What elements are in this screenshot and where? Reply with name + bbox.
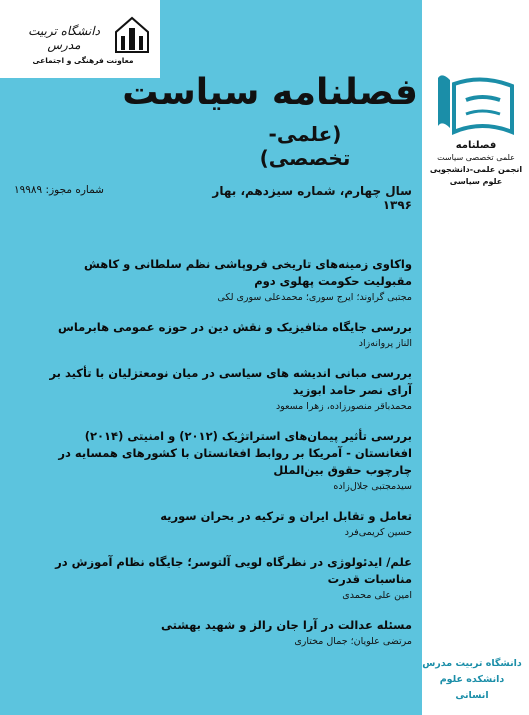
article-title: مسئله عدالت در آرا جان رالز و شهید بهشتی bbox=[161, 618, 412, 632]
university-deputy: معاونت فرهنگی و اجتماعی bbox=[32, 56, 134, 65]
university-block bbox=[0, 0, 160, 78]
journal-logo-icon bbox=[432, 70, 518, 142]
issue-info: سال چهارم، شماره سیزدهم، بهار ۱۳۹۶ bbox=[212, 184, 412, 212]
journal-subtitle: (علمی-تخصصی) bbox=[259, 122, 351, 170]
article-item bbox=[40, 554, 412, 603]
article-item bbox=[40, 508, 412, 540]
article-item bbox=[40, 428, 412, 494]
journal-caption-association: انجمن علمی-دانشجویی علوم سیاسی bbox=[429, 165, 523, 186]
article-title: علم/ ایدئولوژی در نظرگاه لویی آلتوسر؛ جایگاه نظام آموزش در مناسبات قدرت bbox=[55, 555, 412, 586]
article-title: واکاوی زمینه‌های تاریخی فروپاشی نظم سلطانی و کاهش مقبولیت حکومت پهلوی دوم bbox=[83, 257, 412, 288]
article-authors: امین علی محمدی bbox=[342, 590, 412, 601]
article-authors: الناز پروانه‌زاد bbox=[358, 338, 412, 349]
article-authors: سیدمجتبی جلال‌زاده bbox=[333, 481, 412, 492]
university-logo-icon bbox=[112, 14, 152, 54]
article-authors: حسین کریمی‌فرد bbox=[344, 527, 412, 538]
article-authors: مجتبی گراوند؛ ایرج سوری؛ محمدعلی سوری لکی bbox=[217, 292, 412, 303]
article-title: تعامل و تقابل ایران و ترکیه در بحران سوریه bbox=[160, 509, 412, 523]
article-authors: مرتضی علویان؛ جمال مختاری bbox=[294, 636, 412, 647]
article-authors: محمدباقر منصورزاده، زهرا مسعود bbox=[275, 401, 412, 412]
publisher-university: دانشگاه تربیت مدرس bbox=[422, 658, 522, 669]
article-item bbox=[40, 617, 412, 649]
article-title: بررسی جایگاه متافیزیک و نقش دین در حوزه عمومی هابرماس bbox=[58, 320, 412, 334]
article-item bbox=[40, 319, 412, 351]
journal-title: فصلنامه سیاست bbox=[122, 72, 418, 113]
article-title: بررسی تأثیر پیمان‌های استراتژیک (۲۰۱۲) و امنیتی (۲۰۱۴) افغانستان - آمریکا بر روابط افغانستان با کشورهای همسایه در چارچوب حقوق بین‌الملل bbox=[58, 429, 412, 477]
table-of-contents bbox=[40, 256, 412, 663]
university-name: دانشگاه تربیت مدرس bbox=[28, 24, 100, 52]
article-item bbox=[40, 256, 412, 305]
article-item bbox=[40, 365, 412, 414]
journal-caption bbox=[426, 140, 526, 188]
article-title: بررسی مبانی اندیشه های سیاسی در میان نومعتزلیان با تأکید بر آرای نصر حامد ابوزید bbox=[49, 366, 412, 397]
journal-caption-subtitle: علمی تخصصی سیاست bbox=[437, 153, 515, 162]
journal-caption-title: فصلنامه bbox=[455, 140, 497, 151]
permit-number: شماره مجوز: ۱۹۹۸۹ bbox=[14, 184, 104, 196]
publisher-block bbox=[422, 656, 522, 704]
publisher-faculty: دانشکده علوم انسانی bbox=[439, 674, 505, 701]
